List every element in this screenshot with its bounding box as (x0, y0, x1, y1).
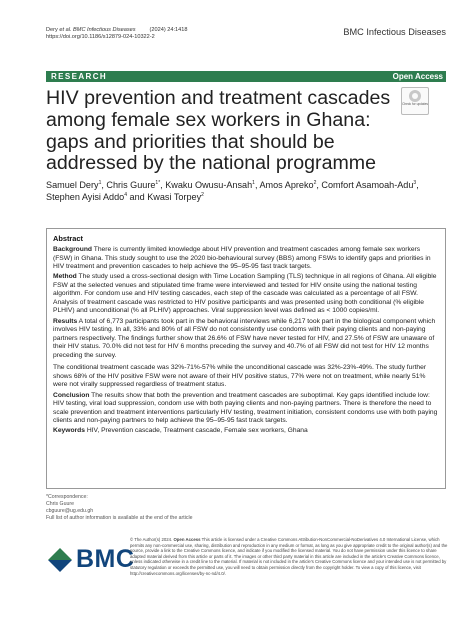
license-text: © The Author(s) 2024. Open Access This article is licensed under a Creative Commons Attribution-NonCommercial-NoDerivatives 4.0 International License, which permits any non-commercial use, sharing, distribution and reproduction in any medium or format, as long as you give appropriate credit to the original author(s) and the source, provide a link to the Creative Commons licence, and indicate if you modified the licensed material. You do not have permission under this licence to share adapted material derived from this article or parts of it. The images or other third party material in this article are included in the article's Creative Commons licence, unless indicated otherwise in a credit line to the material. If material is not included in the article's Creative Commons licence and your intended use is not permitted by statutory regulation or exceeds the permitted use, you will need to obtain permission directly from the copyright holder. To view a copy of this licence, visit http://creativecommons.org/licenses/by-nc-nd/4.0/. (130, 537, 448, 576)
author-name[interactable]: , Amos Apreko (254, 180, 314, 190)
bmc-logo-mark-bottom (48, 560, 72, 572)
author-line-2 (46, 191, 446, 203)
affiliation-marker: 1* (155, 179, 161, 186)
affiliation-marker: 3 (413, 179, 417, 186)
citation-header (46, 27, 187, 42)
author-line-1 (46, 179, 446, 191)
abstract-background: Background There is currently limited knowledge about HIV prevention and treatment cascades among female sex workers (FSW) in Ghana. This study sought to use the 2020 bio-behavioural survey (BBS) among FSWs to identify gaps and priorities in HIV treatment and prevention cascades to help achieve the 95–95-95 fast track targets. (53, 246, 431, 271)
correspondence-email[interactable]: cbguure@ug.edu.gh (46, 508, 94, 515)
open-access-label: Open Access (392, 72, 443, 81)
author-list (46, 179, 446, 203)
bmc-logo-text: BMC (76, 545, 135, 573)
bmc-logo-mark-top (48, 548, 72, 560)
affiliation-marker: 1 (252, 179, 255, 186)
author-name[interactable]: Samuel Dery (46, 180, 99, 190)
abstract-results: Results A total of 6,773 participants took part in the behavioral interviews while 6,217 took part in the biological component which involves HIV testing. In all, 33% and 80% of all FSW do not consistently use condoms with their paying clients and non-paying partners respectively. The findings further show that 26.6% of FSW have never tested for HIV, and 27.5% of FSW are unaware of their HIV status. 70.0% did not test for HIV 6 months preceding the survey and 40.7% of all FSW did not test for HIV 12 months preceding the survey. (53, 317, 436, 359)
affiliation-marker: 2 (313, 179, 317, 186)
abstract-body (53, 246, 441, 437)
check-for-updates-button[interactable] (401, 87, 429, 115)
article-type-label: RESEARCH (51, 72, 108, 81)
author-separator: , (416, 180, 419, 190)
affiliation-marker: 2 (201, 192, 204, 199)
abstract-results-continued: The conditional treatment cascade was 32%-71%-57% while the unconditional cascade was 32%-23%-49%. The study further shows 68% of the HIV positive FSW were not aware of their HIV positive status, 77% were not on treatment, while nearly 51% were not virally suppressed regardless of treatment status. (53, 364, 427, 389)
author-name[interactable]: , Comfort Asamoah-Adu (316, 180, 414, 190)
article-title: HIV prevention and treatment cascades among female sex workers in Ghana: gaps and priorities that should be addressed by the national programme (46, 87, 391, 175)
abstract-heading: Abstract (53, 234, 83, 243)
abstract-conclusion: Conclusion The results show that both the prevention and treatment cascades are suboptimal. Key gaps identified include low: HIV testing, viral load suppression, condom use with both paying clients and non-paying partners. There is therefore the need to scale prevention and treatment interventions particularly HIV testing, treatment initiation, consistent condoms use with both paying clients and non-paying partners to help achieve the 95–95-95 fast track targets. (53, 391, 438, 425)
journal-name: BMC Infectious Diseases (343, 27, 446, 37)
affiliation-marker: 4 (124, 192, 127, 199)
citation-line: Dery et al. BMC Infectious Diseases (2024) 24:1418 (46, 27, 188, 33)
doi-link[interactable]: https://doi.org/10.1186/s12879-024-10322-2 (46, 34, 155, 41)
affiliation-marker: 1 (98, 179, 102, 186)
author-name[interactable]: Stephen Ayisi Addo (46, 192, 125, 203)
author-name[interactable]: , Chris Guure (101, 180, 156, 190)
abstract-box (46, 228, 446, 489)
correspondence-note: *Correspondence: Chris Guure cbguure@ug.edu.gh Full list of author information is available at the end of the article (46, 494, 193, 522)
crossmark-icon (409, 90, 421, 102)
check-for-updates-label: Check for updates (402, 102, 428, 106)
abstract-method: Method The study used a cross-sectional design with Time Location Sampling (TLS) technique in all regions of Ghana. All eligible FSW at the selected venues and stipulated time frame were interviewed and tested for HIV onsite using the national testing algorithm. For condom use and HIV testing cascades, each step of the cascade was calculated as a percentage of all FSW. Analysis of treatment cascade was restricted to HIV positive participants and was presented using both conditional (% eligible PLHIV) and unconditional (% all PLHIV) approaches. Viral suppression level was defined as < 1000 copies/ml. (53, 273, 437, 315)
abstract-keywords: Keywords HIV, Prevention cascade, Treatment cascade, Female sex workers, Ghana (53, 427, 308, 435)
author-name[interactable]: and Kwasi Torpey (126, 192, 202, 203)
author-name[interactable]: , Kwaku Owusu-Ansah (160, 180, 253, 190)
